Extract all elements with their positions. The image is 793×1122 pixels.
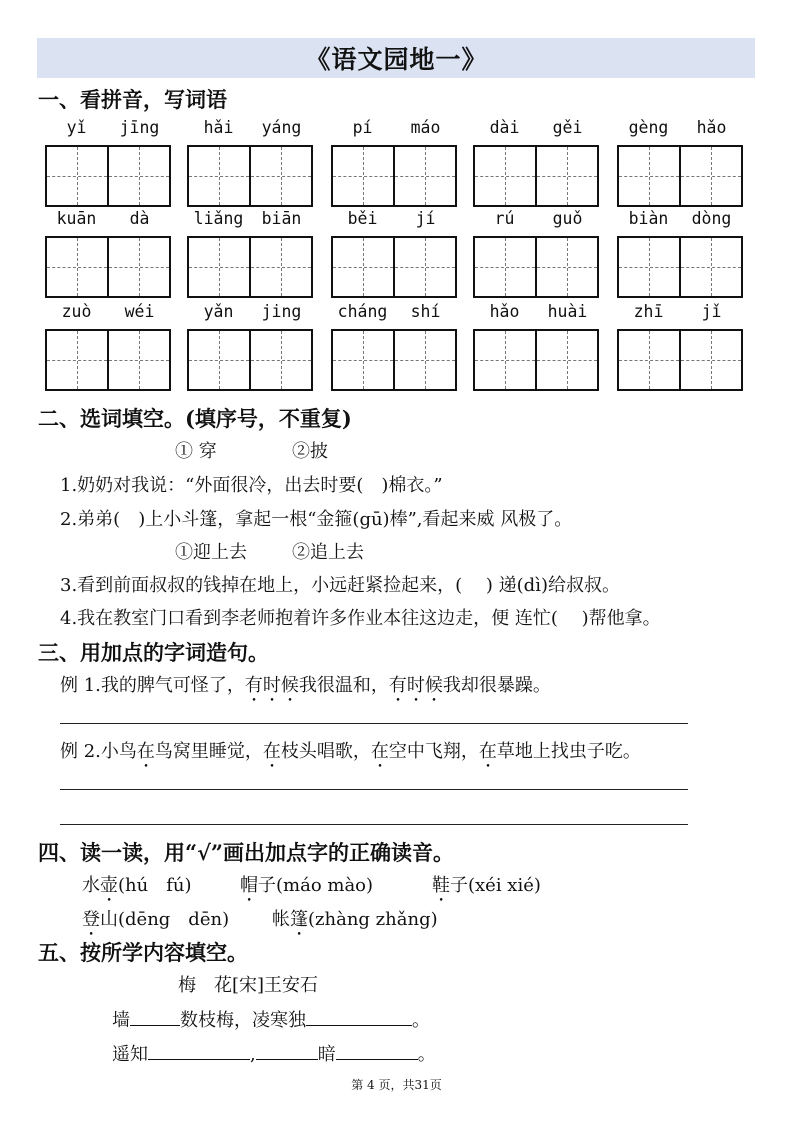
pinyin-label: zhī (633, 302, 664, 321)
pinyin-label: jing (261, 302, 302, 321)
pinyin-label: yáng (261, 118, 302, 137)
char-cell[interactable] (475, 147, 535, 205)
question-4: 4.我在教室门口看到李老师抱着许多作业本往这边走，便 连忙( )帮他拿。 (60, 608, 661, 629)
reading-item-1: 水壶(hú fú) (82, 875, 192, 896)
char-cell[interactable] (679, 238, 741, 296)
poem-blank-1[interactable] (130, 1007, 180, 1026)
poem-blank-3[interactable] (148, 1041, 250, 1060)
char-cell[interactable] (393, 331, 455, 389)
section-1-heading: 一、看拼音，写词语 (38, 87, 227, 112)
option-4: ②追上去 (292, 542, 364, 563)
pinyin-label: kuān (56, 209, 97, 228)
pinyin-label: wéi (124, 302, 155, 321)
question-1: 1.奶奶对我说：“外面很冷，出去时要( )棉衣。” (60, 475, 443, 496)
reading-item-5: 帐篷(zhàng zhǎng) (272, 909, 438, 930)
char-cell[interactable] (393, 238, 455, 296)
word-box[interactable] (473, 329, 599, 391)
char-cell[interactable] (47, 331, 107, 389)
pinyin-label: cháng (337, 302, 388, 321)
char-cell[interactable] (333, 238, 393, 296)
section-3-heading: 三、用加点的字词造句。 (38, 640, 269, 665)
pinyin-label: shí (410, 302, 441, 321)
page-title: 《语文园地一》 (305, 45, 488, 74)
pinyin-label: yǎn (203, 302, 234, 321)
word-box[interactable] (187, 236, 313, 298)
char-cell[interactable] (535, 238, 597, 296)
section-5-heading: 五、按所学内容填空。 (38, 940, 248, 965)
char-cell[interactable] (619, 147, 679, 205)
pinyin-label: běi (347, 209, 378, 228)
section-4-heading: 四、读一读，用“√”画出加点字的正确读音。 (38, 840, 454, 865)
char-cell[interactable] (249, 238, 311, 296)
char-cell[interactable] (333, 331, 393, 389)
poem-title: 梅 花[宋]王安石 (178, 975, 319, 996)
section-2-heading: 二、选词填空。(填序号，不重复) (38, 406, 352, 431)
word-box[interactable] (331, 145, 457, 207)
word-box[interactable] (45, 145, 171, 207)
word-box[interactable] (617, 145, 743, 207)
word-box[interactable] (187, 145, 313, 207)
pinyin-label: biān (261, 209, 302, 228)
pinyin-label: zuò (61, 302, 92, 321)
char-cell[interactable] (333, 147, 393, 205)
pinyin-label: hǎo (696, 118, 727, 137)
char-cell[interactable] (393, 147, 455, 205)
char-cell[interactable] (189, 238, 249, 296)
option-3: ①迎上去 (175, 542, 247, 563)
char-cell[interactable] (475, 238, 535, 296)
pinyin-label: huài (547, 302, 588, 321)
page-footer: 第 4 页，共31页 (351, 1078, 442, 1092)
pinyin-label: dòng (691, 209, 732, 228)
pinyin-label: hǎo (489, 302, 520, 321)
char-cell[interactable] (107, 238, 169, 296)
example-1: 例 1.我的脾气可怪了，有时候我很温和，有时候我却很暴躁。 (60, 675, 551, 696)
pinyin-label: biàn (628, 209, 669, 228)
char-cell[interactable] (107, 147, 169, 205)
pinyin-label: dà (129, 209, 150, 228)
pinyin-label: yǐ (66, 118, 87, 137)
answer-line-2[interactable] (60, 789, 688, 790)
char-cell[interactable] (535, 331, 597, 389)
word-box[interactable] (473, 145, 599, 207)
word-box[interactable] (617, 236, 743, 298)
word-box[interactable] (617, 329, 743, 391)
answer-line-1[interactable] (60, 723, 688, 724)
pinyin-label: jǐ (701, 302, 722, 321)
pinyin-label: gěi (552, 118, 583, 137)
char-cell[interactable] (47, 238, 107, 296)
char-cell[interactable] (249, 331, 311, 389)
pinyin-label: rú (494, 209, 515, 228)
pinyin-label: pí (352, 118, 373, 137)
word-box[interactable] (331, 329, 457, 391)
question-2: 2.弟弟( )上小斗篷，拿起一根“金箍(gū)棒”,看起来威 风极了。 (60, 509, 573, 530)
word-box[interactable] (473, 236, 599, 298)
option-1: ① 穿 (175, 441, 217, 462)
char-cell[interactable] (47, 147, 107, 205)
char-cell[interactable] (679, 331, 741, 389)
pinyin-label: hǎi (203, 118, 234, 137)
pinyin-label: dài (489, 118, 520, 137)
poem-blank-4[interactable] (256, 1041, 318, 1060)
pinyin-label: jí (415, 209, 436, 228)
poem-blank-2[interactable] (306, 1007, 412, 1026)
char-cell[interactable] (475, 331, 535, 389)
word-box[interactable] (45, 329, 171, 391)
char-cell[interactable] (619, 238, 679, 296)
char-cell[interactable] (189, 147, 249, 205)
reading-item-3: 鞋子(xéi xié) (432, 875, 541, 896)
word-box[interactable] (187, 329, 313, 391)
answer-line-3[interactable] (60, 824, 688, 825)
pinyin-label: guǒ (552, 209, 583, 228)
char-cell[interactable] (679, 147, 741, 205)
poem-line-1: 墙 数枝梅，凌寒独 。 (112, 1006, 430, 1032)
pinyin-label: gèng (628, 118, 669, 137)
char-cell[interactable] (189, 331, 249, 389)
char-cell[interactable] (107, 331, 169, 389)
example-2: 例 2.小鸟在鸟窝里睡觉，在枝头唱歌，在空中飞翔，在草地上找虫子吃。 (60, 741, 641, 762)
word-box[interactable] (45, 236, 171, 298)
word-box[interactable] (331, 236, 457, 298)
reading-item-4: 登山(dēng dēn) (82, 909, 230, 930)
char-cell[interactable] (249, 147, 311, 205)
pinyin-label: jīng (119, 118, 160, 137)
question-3: 3.看到前面叔叔的钱掉在地上，小远赶紧捡起来，( ) 递(dì)给叔叔。 (60, 575, 620, 596)
poem-line-2: 遥知 , 暗 。 (112, 1040, 436, 1066)
char-cell[interactable] (535, 147, 597, 205)
poem-blank-5[interactable] (336, 1041, 418, 1060)
pinyin-label: máo (410, 118, 441, 137)
reading-item-2: 帽子(máo mào) (240, 875, 374, 896)
char-cell[interactable] (619, 331, 679, 389)
option-2: ②披 (292, 441, 328, 462)
pinyin-label: liǎng (193, 209, 244, 228)
